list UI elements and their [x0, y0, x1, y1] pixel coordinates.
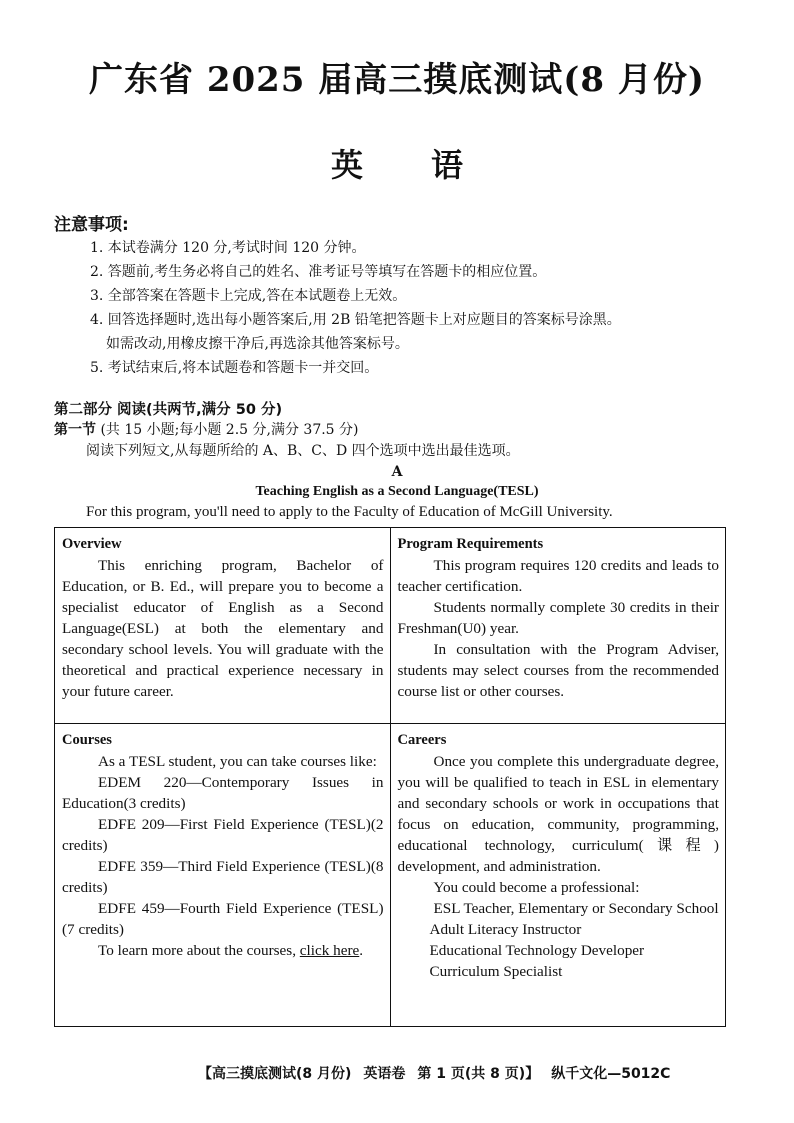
requirements-cell [390, 528, 726, 724]
career-item: Adult Literacy Instructor [429, 921, 582, 938]
career-item: ESL Teacher, Elementary or Secondary School [433, 900, 719, 917]
page-title: 广东省 2025 届高三摸底测试(8 月份) [89, 60, 705, 100]
course-item: EDFE 459—Fourth Field Experience (TESL)(7 credits) [62, 900, 384, 938]
career-item: Educational Technology Developer [429, 942, 645, 959]
course-item: EDEM 220—Contemporary Issues in Education(3 credits) [62, 774, 384, 812]
overview-cell [55, 528, 391, 724]
passage-letter: A [391, 464, 403, 480]
footer-page: 第 1 页(共 8 页)】 [417, 1066, 540, 1082]
passage-intro: For this program, you'll need to apply to the Faculty of Education of McGill University. [86, 504, 613, 520]
notes-item-2: 2. 答题前,考生务必将自己的姓名、准考证号等填写在答题卡的相应位置。 [90, 264, 547, 280]
notes-heading: 注意事项: [54, 215, 129, 235]
courses-more-end: . [359, 942, 364, 959]
section-detail: (共 15 小题;每小题 2.5 分,满分 37.5 分) [100, 422, 359, 438]
section-heading [54, 419, 359, 439]
courses-more-text: To learn more about the courses, [98, 942, 300, 959]
footer-exam: 【高三摸底测试(8 月份) [198, 1066, 352, 1082]
requirements-heading: Program Requirements [397, 536, 544, 552]
careers-p1: Once you complete this undergraduate degree, you will be qualified to teach in ESL in elementary and secondary schools or work in occupations that focus on education, community, programming, educational technology, curriculum(课程) development, and administration. [397, 753, 719, 875]
courses-more [62, 940, 384, 961]
click-here-link[interactable]: click here [299, 942, 360, 959]
notes-item-5: 5. 考试结束后,将本试题卷和答题卡一并交回。 [90, 360, 379, 376]
instruction: 阅读下列短文,从每题所给的 A、B、C、D 四个选项中选出最佳选项。 [86, 443, 520, 459]
notes-item-3: 3. 全部答案在答题卡上完成,答在本试题卷上无效。 [90, 288, 407, 304]
overview-text: This enriching program, Bachelor of Education, or B. Ed., will prepare you to become a specialist educator of English as a Second Language(ESL) at both the elementary and secondary school levels. You will graduate with the theoretical and practical experience necessary in your future career. [62, 557, 384, 700]
notes-list [90, 236, 750, 380]
courses-heading: Courses [62, 732, 112, 748]
requirements-p2: Students normally complete 30 credits in their Freshman(U0) year. [397, 599, 719, 637]
subject-title: 英语 [330, 146, 531, 184]
notes-item-4: 4. 回答选择题时,选出每小题答案后,用 2B 铅笔把答题卡上对应题目的答案标号涂黑。 [90, 312, 621, 328]
courses-lead: As a TESL student, you can take courses like: [98, 753, 377, 770]
footer-paper: 英语卷 [363, 1066, 406, 1082]
section-label: 第一节 [54, 422, 96, 438]
part-heading: 第二部分 阅读(共两节,满分 50 分) [54, 402, 283, 418]
courses-cell [55, 724, 391, 1027]
careers-heading: Careers [397, 732, 447, 748]
course-item: EDFE 359—Third Field Experience (TESL)(8 credits) [62, 858, 384, 896]
requirements-p1: This program requires 120 credits and leads to teacher certification. [397, 557, 719, 595]
careers-lead: You could become a professional: [433, 879, 640, 896]
notes-item-4-cont: 如需改动,用橡皮擦干净后,再选涂其他答案标号。 [106, 336, 409, 352]
careers-cell [390, 724, 726, 1027]
footer-code: 纵千文化—5012C [551, 1066, 671, 1082]
notes-item-1: 1. 本试卷满分 120 分,考试时间 120 分钟。 [90, 240, 366, 256]
course-item: EDFE 209—First Field Experience (TESL)(2 credits) [62, 816, 384, 854]
program-table [54, 527, 726, 1027]
page-footer [198, 1063, 682, 1083]
passage-title: Teaching English as a Second Language(TESL) [255, 484, 539, 499]
requirements-p3: In consultation with the Program Adviser, students may select courses from the recommended course list or other courses. [397, 641, 719, 700]
overview-heading: Overview [62, 536, 122, 552]
career-item: Curriculum Specialist [429, 963, 563, 980]
